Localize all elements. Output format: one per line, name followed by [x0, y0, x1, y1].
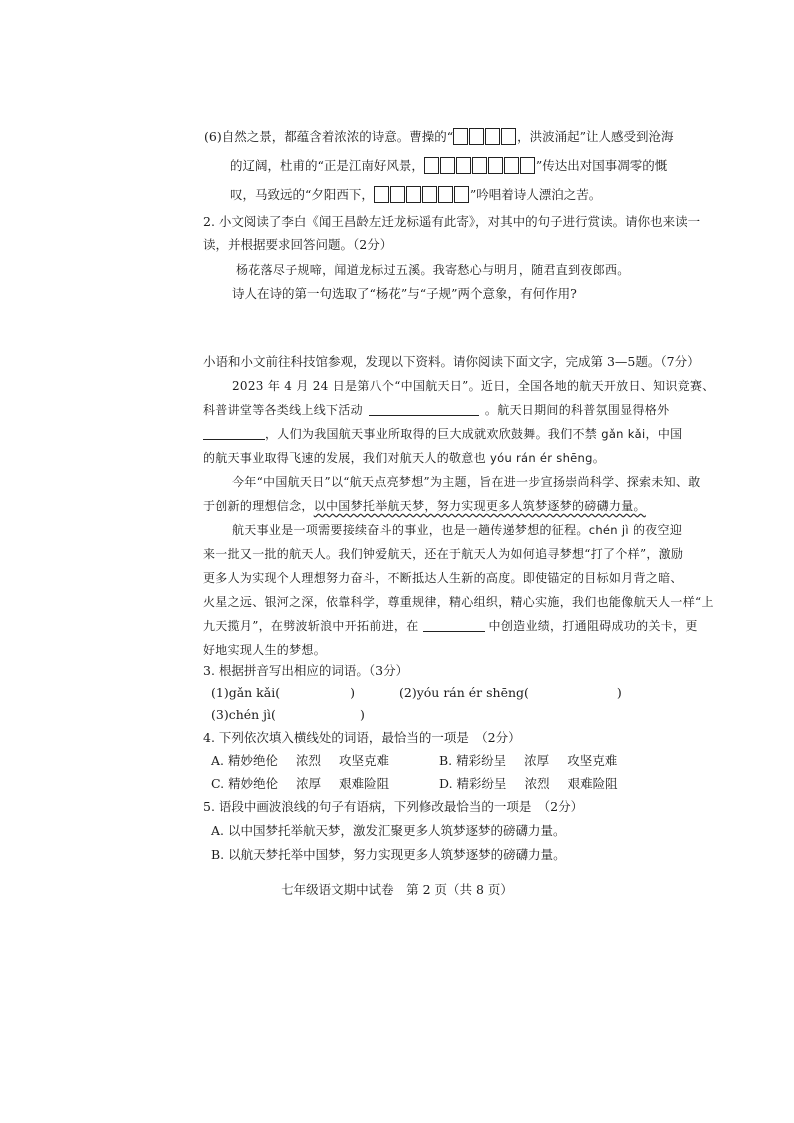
- page-footer: 七年级语文期中试卷 第 2 页（共 8 页）: [281, 882, 513, 897]
- q6-text: ”传达出对国事凋零的慨: [535, 158, 668, 173]
- q2-line-2: 读，并根据要求回答问题。（2分）: [203, 237, 393, 252]
- q2-poem: 杨花落尽子规啼，闻道龙标过五溪。我寄愁心与明月，随君直到夜郎西。: [236, 263, 630, 277]
- fill-blank-1[interactable]: [369, 402, 479, 416]
- q2-question: 诗人在诗的第一句选取了“杨花”与“子规”两个意象，有何作用?: [232, 286, 577, 301]
- pinyin-chenji: chén jì: [588, 523, 629, 537]
- q6-line-3: [230, 186, 601, 204]
- passage-p1-line-4: 的航天事业取得飞速的发展，我们对航天人的敬意也 yóu rán ér shēng。: [203, 451, 606, 465]
- q6-text: (6)自然之景，都蕴含着浓浓的诗意。曹操的“: [204, 129, 454, 144]
- passage-p1-line-1: 2023 年 4 月 24 日是第八个“中国航天日”。近日，全国各地的航天开放日、知识竞赛、: [232, 379, 715, 393]
- q2-line-1: 2. 小文阅读了李白《闻王昌龄左迁龙标遥有此寄》，对其中的句子进行赏读。请你也来读一: [203, 214, 701, 229]
- passage-p1-line-2: 科普讲堂等各类线上线下活动 。航天日期间的科普氛围显得格外: [203, 403, 670, 417]
- q6-text: 叹，马致远的“夕阳西下，: [230, 187, 374, 202]
- q6-line-2: [230, 157, 667, 175]
- passage-p2-line-2: 于创新的理想信念，以中国梦托举航天梦，努力实现更多人筑梦逐梦的磅礴力量。: [203, 499, 646, 513]
- passage-intro: 小语和小文前往科技馆参观，发现以下资料。请你阅读下面文字，完成第 3—5题。（7分）: [203, 354, 700, 369]
- passage-p3-line-3: 更多人为实现个人理想努力奋斗，不断抵达人生新的高度。即使锚定的目标如月背之暗、: [203, 571, 683, 585]
- q5-option-a[interactable]: A. 以中国梦托举航天梦，激发汇聚更多人筑梦逐梦的磅礴力量。: [211, 823, 566, 838]
- passage-p3-line-5: 九天揽月”，在劈波斩浪中开拓前进，在 中创造业绩，打通阻碍成功的关卡，更: [203, 619, 698, 633]
- pinyin-youraner: yóu rán ér shēng: [490, 451, 593, 465]
- passage-p3-line-4: 火星之远、银河之深，依靠科学，尊重规律，精心组织，精心实施，我们也能像航天人一样“上: [203, 595, 714, 609]
- q3-item-1: (1)gǎn kǎi( ): [211, 685, 355, 700]
- fill-blank-3[interactable]: [423, 618, 485, 632]
- q6-text: ”吟唱着诗人漂泊之苦。: [469, 187, 602, 202]
- passage-p3-line-1: 航天事业是一项需要接续奋斗的事业，也是一趟传递梦想的征程。chén jì 的夜空迎: [232, 523, 683, 537]
- q4-option-c[interactable]: C. 精妙绝伦 浓厚 艰难险阻: [211, 776, 390, 791]
- pinyin-gankai: gǎn kǎi: [601, 427, 646, 441]
- answer-boxes[interactable]: [374, 187, 470, 202]
- q5-title: 5. 语段中画波浪线的句子有语病，下列修改最恰当的一项是 （2分）: [203, 799, 584, 814]
- q4-option-b[interactable]: B. 精彩纷呈 浓厚 攻坚克难: [439, 753, 618, 768]
- fill-blank-2[interactable]: [203, 426, 265, 440]
- q6-text: 的辽阔，杜甫的“正是江南好风景，: [230, 158, 424, 173]
- q3-title: 3. 根据拼音写出相应的词语。（3分）: [203, 663, 409, 678]
- answer-boxes[interactable]: [453, 129, 517, 144]
- passage-p3-line-2: 来一批又一批的航天人。我们钟爱航天，还在于航天人为如何追寻梦想“打了个样”，激励: [203, 547, 684, 561]
- q3-item-2: (2)yóu rán ér shēng( ): [399, 685, 622, 700]
- q4-option-a[interactable]: A. 精妙绝伦 浓烈 攻坚克难: [211, 753, 390, 768]
- q3-item-3: (3)chén jì( ): [211, 707, 365, 722]
- q6-text: ，洪波涌起”让人感受到沧海: [517, 129, 674, 144]
- passage-p1-line-3: ，人们为我国航天事业所取得的巨大成就欢欣鼓舞。我们不禁 gǎn kǎi，中国: [203, 425, 682, 443]
- answer-boxes[interactable]: [424, 158, 536, 173]
- passage-p3-line-6: 好地实现人生的梦想。: [203, 643, 327, 657]
- q6-line-1: [204, 128, 674, 146]
- q4-title: 4. 下列依次填入横线处的词语，最恰当的一项是 （2分）: [203, 730, 521, 745]
- wavy-underlined-sentence: 以中国梦托举航天梦，努力实现更多人筑梦逐梦的磅礴力量。: [313, 499, 646, 513]
- passage-p2-line-1: 今年“中国航天日”以“航天点亮梦想”为主题，旨在进一步宣扬崇尚科学、探索未知、敢: [232, 475, 701, 489]
- q5-option-b[interactable]: B. 以航天梦托举中国梦，努力实现更多人筑梦逐梦的磅礴力量。: [211, 847, 566, 862]
- q4-option-d[interactable]: D. 精彩纷呈 浓烈 艰难险阻: [439, 776, 618, 791]
